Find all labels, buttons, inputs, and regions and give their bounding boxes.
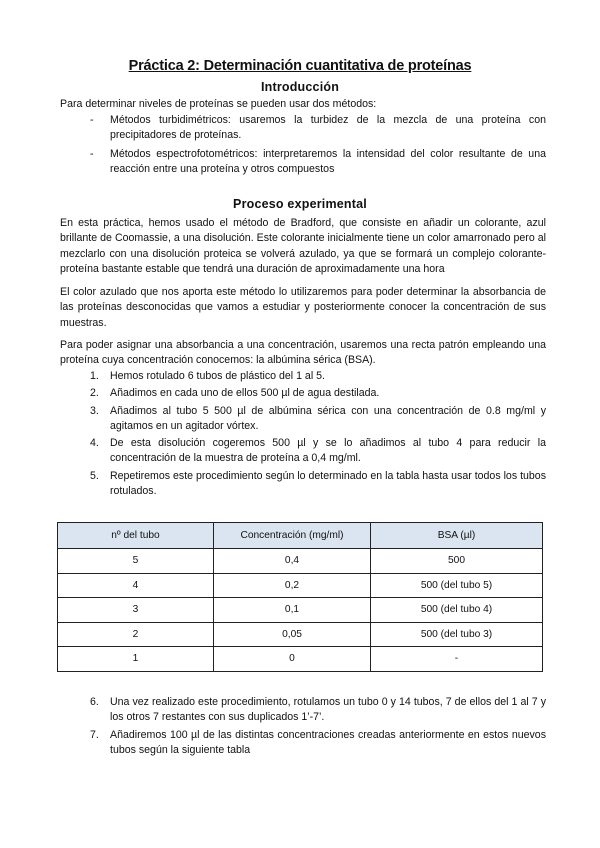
steps-list-continued <box>60 695 546 760</box>
list-item: 7. Añadiremos 100 µl de las distintas concentraciones creadas anteriormente en estos nuevos tubos según la siguiente tabla <box>90 728 546 756</box>
list-item: - Métodos turbidimétricos: usaremos la turbidez de la mezcla de una proteína con precipitadores de proteínas. <box>90 114 546 142</box>
table-row <box>58 622 543 647</box>
cell-bsa: 500 <box>371 549 543 574</box>
intro-lead: Para determinar niveles de proteínas se pueden usar dos métodos: <box>60 98 377 110</box>
cell-bsa: 500 (del tubo 4) <box>371 598 543 623</box>
step-text: Una vez realizado este procedimiento, rotulamos un tubo 0 y 14 tubos, 7 de ellos del 1 al 7 y los otros 7 restantes con sus duplicados 1’-7’. <box>110 696 546 724</box>
cell-concentracion: 0,2 <box>214 573 371 598</box>
step-text: Añadiremos 100 µl de las distintas concentraciones creadas anteriormente en estos nuevos tubos según la siguiente tabla <box>110 728 546 756</box>
column-header-concentracion: Concentración (mg/ml) <box>214 523 371 549</box>
cell-concentracion: 0,05 <box>214 622 371 647</box>
step-text: Hemos rotulado 6 tubos de plástico del 1 al 5. <box>110 370 325 382</box>
cell-bsa: 500 (del tubo 5) <box>371 573 543 598</box>
list-item: 4. De esta disolución cogeremos 500 µl y se lo añadimos al tubo 4 para reducir la concentración de la muestra de proteína a 0,4 mg/ml. <box>90 437 546 465</box>
page-title: Práctica 2: Determinación cuantitativa de proteínas <box>128 58 472 74</box>
cell-concentracion: 0,1 <box>214 598 371 623</box>
list-item: - Métodos espectrofotométricos: interpretaremos la intensidad del color resultante de una reacción entre una proteína y otros compuestos <box>90 147 546 175</box>
step-text: Añadimos en cada uno de ellos 500 µl de agua destilada. <box>110 387 380 400</box>
cell-concentracion: 0 <box>214 647 371 672</box>
table-row <box>58 573 543 598</box>
paragraph-recta-patron: Para poder asignar una absorbancia a una concentración, usaremos una recta patrón empleando una proteína cuya concentración conocemos: la albúmina sérica (BSA). <box>60 339 546 367</box>
cell-tubo: 1 <box>58 647 214 672</box>
column-header-bsa: BSA (µl) <box>371 523 543 549</box>
cell-tubo: 4 <box>58 573 214 598</box>
table-header-row <box>58 523 543 549</box>
cell-bsa: 500 (del tubo 3) <box>371 622 543 647</box>
cell-bsa: - <box>371 647 543 672</box>
table-row <box>58 598 543 623</box>
bsa-dilution-table <box>57 522 543 672</box>
list-item: 2. Añadimos en cada uno de ellos 500 µl de agua destilada. <box>90 387 380 400</box>
step-text: Añadimos al tubo 5 500 µl de albúmina sérica con una concentración de 0.8 mg/ml y agitamos en un agitador vórtex. <box>110 404 546 432</box>
cell-tubo: 3 <box>58 598 214 623</box>
list-item: 1. Hemos rotulado 6 tubos de plástico del 1 al 5. <box>90 370 325 382</box>
list-item: 3. Añadimos al tubo 5 500 µl de albúmina sérica con una concentración de 0.8 mg/ml y agitamos en un agitador vórtex. <box>90 404 546 432</box>
cell-tubo: 5 <box>58 549 214 574</box>
proceso-heading: Proceso experimental <box>233 197 367 211</box>
intro-bullet-list <box>60 113 546 180</box>
cell-concentracion: 0,4 <box>214 549 371 574</box>
list-item: 6. Una vez realizado este procedimiento, rotulamos un tubo 0 y 14 tubos, 7 de ellos del 1 al 7 y los otros 7 restantes con sus duplicados 1’-7’. <box>90 696 546 724</box>
steps-list <box>60 369 546 501</box>
column-header-tubo: nº del tubo <box>58 523 214 549</box>
step-text: De esta disolución cogeremos 500 µl y se lo añadimos al tubo 4 para reducir la concentración de la muestra de proteína a 0,4 mg/ml. <box>110 437 546 465</box>
intro-heading: Introducción <box>260 80 340 94</box>
table-row <box>58 549 543 574</box>
paragraph-absorbancia: El color azulado que nos aporta este método lo utilizaremos para poder determinar la absorbancia de las proteínas desconocidas que vamos a estudiar y posteriormente conocer la concentración de sus muestras. <box>60 286 546 329</box>
bullet-text: Métodos espectrofotométricos: interpretaremos la intensidad del color resultante de una reacción entre una proteína y otros compuestos <box>110 147 546 175</box>
bullet-text: Métodos turbidimétricos: usaremos la turbidez de la mezcla de una proteína con precipitadores de proteínas. <box>110 114 546 142</box>
cell-tubo: 2 <box>58 622 214 647</box>
table-row <box>58 647 543 672</box>
step-text: Repetiremos este procedimiento según lo determinado en la tabla hasta usar todos los tubos rotulados. <box>110 469 546 498</box>
list-item: 5. Repetiremos este procedimiento según lo determinado en la tabla hasta usar todos los tubos rotulados. <box>90 469 546 498</box>
paragraph-bradford: En esta práctica, hemos usado el método de Bradford, que consiste en añadir un colorante, azul brillante de Coomassie, a una disolución. Este colorante inicialmente tiene un color amarronado pero al mezclarlo con una disolución proteica se volverá azulado, ya que se formará un complejo colorante-proteína bastante estable que tendrá una duración de aproximadamente una hora <box>60 217 546 275</box>
